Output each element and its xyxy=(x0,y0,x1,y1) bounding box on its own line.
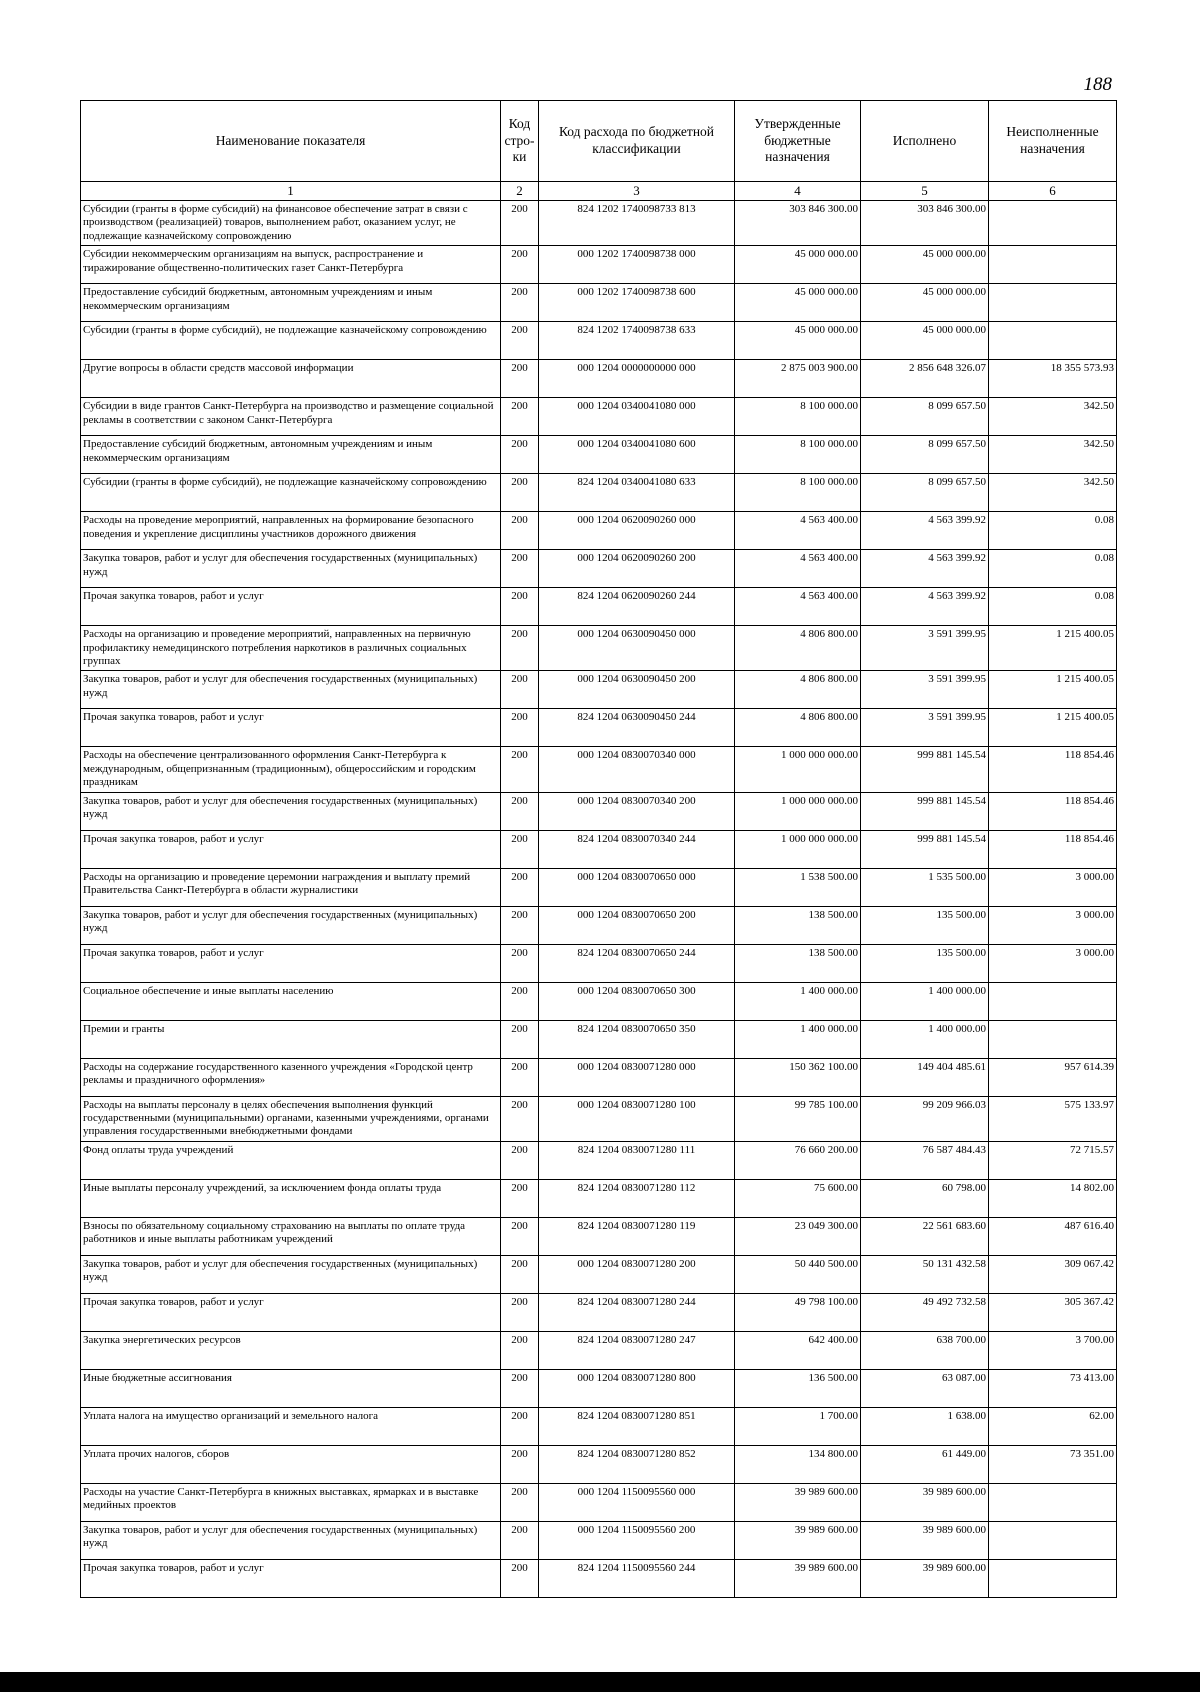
row-name: Субсидии некоммерческим организациям на выпуск, распространение и тиражирование общественно-политических газет Санкт-Петербурга xyxy=(81,246,501,284)
table-row xyxy=(81,1521,1117,1559)
table-row xyxy=(81,1141,1117,1179)
table-row xyxy=(81,709,1117,747)
row-unexecuted: 305 367.42 xyxy=(989,1293,1117,1331)
row-unexecuted: 3 000.00 xyxy=(989,944,1117,982)
row-approved: 1 000 000 000.00 xyxy=(735,792,861,830)
row-code: 200 xyxy=(501,1217,539,1255)
row-classification: 824 1204 0830071280 247 xyxy=(539,1331,735,1369)
row-classification: 824 1204 0630090450 244 xyxy=(539,709,735,747)
row-code: 200 xyxy=(501,436,539,474)
row-approved: 138 500.00 xyxy=(735,944,861,982)
row-classification: 000 1204 0630090450 000 xyxy=(539,626,735,671)
row-name: Прочая закупка товаров, работ и услуг xyxy=(81,588,501,626)
row-unexecuted: 3 700.00 xyxy=(989,1331,1117,1369)
table-row xyxy=(81,1293,1117,1331)
row-classification: 824 1204 0830071280 111 xyxy=(539,1141,735,1179)
row-unexecuted: 72 715.57 xyxy=(989,1141,1117,1179)
row-classification: 000 1204 0620090260 200 xyxy=(539,550,735,588)
row-unexecuted: 118 854.46 xyxy=(989,830,1117,868)
row-name: Субсидии (гранты в форме субсидий), не подлежащие казначейскому сопровождению xyxy=(81,474,501,512)
row-unexecuted: 3 000.00 xyxy=(989,868,1117,906)
row-classification: 824 1204 0620090260 244 xyxy=(539,588,735,626)
row-unexecuted: 118 854.46 xyxy=(989,792,1117,830)
row-name: Прочая закупка товаров, работ и услуг xyxy=(81,944,501,982)
row-executed: 3 591 399.95 xyxy=(861,626,989,671)
row-approved: 75 600.00 xyxy=(735,1179,861,1217)
row-unexecuted xyxy=(989,1521,1117,1559)
row-classification: 000 1204 1150095560 200 xyxy=(539,1521,735,1559)
row-code: 200 xyxy=(501,474,539,512)
row-approved: 150 362 100.00 xyxy=(735,1058,861,1096)
row-name: Иные бюджетные ассигнования xyxy=(81,1369,501,1407)
row-code: 200 xyxy=(501,322,539,360)
row-unexecuted: 1 215 400.05 xyxy=(989,626,1117,671)
row-code: 200 xyxy=(501,906,539,944)
row-name: Закупка энергетических ресурсов xyxy=(81,1331,501,1369)
table-row xyxy=(81,246,1117,284)
row-executed: 303 846 300.00 xyxy=(861,201,989,246)
row-name: Закупка товаров, работ и услуг для обеспечения государственных (муниципальных) нужд xyxy=(81,792,501,830)
row-code: 200 xyxy=(501,246,539,284)
table-row xyxy=(81,474,1117,512)
table-row xyxy=(81,1559,1117,1597)
row-classification: 824 1204 0830071280 851 xyxy=(539,1407,735,1445)
row-name: Субсидии (гранты в форме субсидий) на финансовое обеспечение затрат в связи с производством (реализацией) товаров, выполнением работ, оказанием услуг, не подлежащие казначейскому сопровождению xyxy=(81,201,501,246)
header-executed: Исполнено xyxy=(861,101,989,182)
header-approved: Утвержденные бюджетные назначения xyxy=(735,101,861,182)
row-classification: 000 1204 0830070650 000 xyxy=(539,868,735,906)
row-name: Закупка товаров, работ и услуг для обеспечения государственных (муниципальных) нужд xyxy=(81,1521,501,1559)
table-row xyxy=(81,747,1117,792)
row-unexecuted: 0.08 xyxy=(989,512,1117,550)
row-name: Уплата прочих налогов, сборов xyxy=(81,1445,501,1483)
row-classification: 824 1204 0340041080 633 xyxy=(539,474,735,512)
row-classification: 000 1204 0340041080 000 xyxy=(539,398,735,436)
row-approved: 39 989 600.00 xyxy=(735,1559,861,1597)
table-row xyxy=(81,1255,1117,1293)
row-name: Прочая закупка товаров, работ и услуг xyxy=(81,1293,501,1331)
row-code: 200 xyxy=(501,671,539,709)
row-approved: 303 846 300.00 xyxy=(735,201,861,246)
column-number: 1 xyxy=(81,182,501,201)
table-row xyxy=(81,1217,1117,1255)
row-approved: 45 000 000.00 xyxy=(735,284,861,322)
row-code: 200 xyxy=(501,944,539,982)
header-unexecuted: Неисполненные назначения xyxy=(989,101,1117,182)
row-unexecuted xyxy=(989,1483,1117,1521)
row-executed: 638 700.00 xyxy=(861,1331,989,1369)
row-code: 200 xyxy=(501,1293,539,1331)
row-unexecuted xyxy=(989,982,1117,1020)
row-approved: 1 538 500.00 xyxy=(735,868,861,906)
row-executed: 45 000 000.00 xyxy=(861,284,989,322)
row-classification: 824 1204 0830071280 852 xyxy=(539,1445,735,1483)
row-approved: 39 989 600.00 xyxy=(735,1521,861,1559)
row-classification: 000 1204 0830071280 200 xyxy=(539,1255,735,1293)
row-classification: 000 1204 1150095560 000 xyxy=(539,1483,735,1521)
row-code: 200 xyxy=(501,1141,539,1179)
row-code: 200 xyxy=(501,588,539,626)
row-code: 200 xyxy=(501,830,539,868)
row-unexecuted: 3 000.00 xyxy=(989,906,1117,944)
row-code: 200 xyxy=(501,1369,539,1407)
row-name: Предоставление субсидий бюджетным, автономным учреждениям и иным некоммерческим организациям xyxy=(81,284,501,322)
row-executed: 60 798.00 xyxy=(861,1179,989,1217)
row-unexecuted: 957 614.39 xyxy=(989,1058,1117,1096)
row-executed: 99 209 966.03 xyxy=(861,1096,989,1141)
row-code: 200 xyxy=(501,1559,539,1597)
row-approved: 8 100 000.00 xyxy=(735,398,861,436)
row-executed: 39 989 600.00 xyxy=(861,1559,989,1597)
column-number-row xyxy=(81,182,1117,201)
row-unexecuted: 342.50 xyxy=(989,398,1117,436)
table-row xyxy=(81,944,1117,982)
row-name: Фонд оплаты труда учреждений xyxy=(81,1141,501,1179)
row-unexecuted: 73 351.00 xyxy=(989,1445,1117,1483)
row-name: Другие вопросы в области средств массовой информации xyxy=(81,360,501,398)
table-row xyxy=(81,1445,1117,1483)
table-row xyxy=(81,1331,1117,1369)
row-approved: 39 989 600.00 xyxy=(735,1483,861,1521)
row-unexecuted xyxy=(989,201,1117,246)
row-code: 200 xyxy=(501,512,539,550)
row-classification: 000 1204 0830071280 800 xyxy=(539,1369,735,1407)
row-executed: 3 591 399.95 xyxy=(861,671,989,709)
row-executed: 135 500.00 xyxy=(861,944,989,982)
row-classification: 000 1204 0830070340 000 xyxy=(539,747,735,792)
row-classification: 824 1202 1740098738 633 xyxy=(539,322,735,360)
row-approved: 99 785 100.00 xyxy=(735,1096,861,1141)
row-name: Социальное обеспечение и иные выплаты населению xyxy=(81,982,501,1020)
row-name: Расходы на участие Санкт-Петербурга в книжных выставках, ярмарках и в выставке медийных проектов xyxy=(81,1483,501,1521)
row-code: 200 xyxy=(501,1020,539,1058)
table-row xyxy=(81,398,1117,436)
row-executed: 3 591 399.95 xyxy=(861,709,989,747)
row-code: 200 xyxy=(501,792,539,830)
row-classification: 824 1204 0830071280 112 xyxy=(539,1179,735,1217)
row-classification: 824 1204 0830070650 244 xyxy=(539,944,735,982)
column-number: 4 xyxy=(735,182,861,201)
row-executed: 45 000 000.00 xyxy=(861,322,989,360)
row-approved: 642 400.00 xyxy=(735,1331,861,1369)
row-executed: 999 881 145.54 xyxy=(861,747,989,792)
row-code: 200 xyxy=(501,1096,539,1141)
row-name: Премии и гранты xyxy=(81,1020,501,1058)
table-row xyxy=(81,671,1117,709)
row-unexecuted: 1 215 400.05 xyxy=(989,709,1117,747)
header-classification: Код расхода по бюджетной классификации xyxy=(539,101,735,182)
row-code: 200 xyxy=(501,398,539,436)
row-classification: 824 1204 0830070340 244 xyxy=(539,830,735,868)
row-code: 200 xyxy=(501,1179,539,1217)
row-executed: 1 535 500.00 xyxy=(861,868,989,906)
row-approved: 8 100 000.00 xyxy=(735,474,861,512)
table-row xyxy=(81,201,1117,246)
table-row xyxy=(81,626,1117,671)
row-name: Расходы на выплаты персоналу в целях обеспечения выполнения функций государственными (муниципальными) органами, казенными учреждениями, органами управления государственными внебюджетными фондами xyxy=(81,1096,501,1141)
row-classification: 000 1204 0830071280 100 xyxy=(539,1096,735,1141)
row-code: 200 xyxy=(501,550,539,588)
row-approved: 1 700.00 xyxy=(735,1407,861,1445)
row-unexecuted: 575 133.97 xyxy=(989,1096,1117,1141)
row-classification: 824 1204 0830071280 244 xyxy=(539,1293,735,1331)
row-unexecuted xyxy=(989,322,1117,360)
row-name: Расходы на обеспечение централизованного оформления Санкт-Петербурга к международным, общепризнанным (традиционным), общероссийским и городским праздникам xyxy=(81,747,501,792)
table-row xyxy=(81,436,1117,474)
row-classification: 824 1204 0830070650 350 xyxy=(539,1020,735,1058)
row-code: 200 xyxy=(501,626,539,671)
row-executed: 1 638.00 xyxy=(861,1407,989,1445)
row-code: 200 xyxy=(501,1445,539,1483)
row-approved: 45 000 000.00 xyxy=(735,322,861,360)
table-row xyxy=(81,906,1117,944)
row-unexecuted: 1 215 400.05 xyxy=(989,671,1117,709)
row-executed: 1 400 000.00 xyxy=(861,1020,989,1058)
row-code: 200 xyxy=(501,982,539,1020)
table-row xyxy=(81,982,1117,1020)
table-row xyxy=(81,1058,1117,1096)
column-number: 3 xyxy=(539,182,735,201)
header-name: Наименование показателя xyxy=(81,101,501,182)
row-name: Предоставление субсидий бюджетным, автономным учреждениям и иным некоммерческим организациям xyxy=(81,436,501,474)
table-row xyxy=(81,868,1117,906)
row-code: 200 xyxy=(501,201,539,246)
table-row xyxy=(81,550,1117,588)
row-name: Прочая закупка товаров, работ и услуг xyxy=(81,830,501,868)
row-approved: 45 000 000.00 xyxy=(735,246,861,284)
row-unexecuted: 0.08 xyxy=(989,588,1117,626)
budget-execution-table-container xyxy=(80,100,1116,1598)
row-name: Уплата налога на имущество организаций и земельного налога xyxy=(81,1407,501,1445)
row-name: Закупка товаров, работ и услуг для обеспечения государственных (муниципальных) нужд xyxy=(81,550,501,588)
column-number: 2 xyxy=(501,182,539,201)
row-executed: 50 131 432.58 xyxy=(861,1255,989,1293)
row-executed: 45 000 000.00 xyxy=(861,246,989,284)
row-executed: 8 099 657.50 xyxy=(861,398,989,436)
row-name: Расходы на организацию и проведение церемонии награждения и выплату премий Правительства Санкт-Петербурга в области журналистики xyxy=(81,868,501,906)
row-unexecuted xyxy=(989,284,1117,322)
column-number: 5 xyxy=(861,182,989,201)
budget-execution-table xyxy=(80,100,1117,1598)
row-classification: 000 1202 1740098738 000 xyxy=(539,246,735,284)
row-executed: 49 492 732.58 xyxy=(861,1293,989,1331)
row-classification: 000 1204 0830070340 200 xyxy=(539,792,735,830)
row-name: Расходы на проведение мероприятий, направленных на формирование безопасного поведения и укрепление дисциплины участников дорожного движения xyxy=(81,512,501,550)
row-executed: 4 563 399.92 xyxy=(861,512,989,550)
row-executed: 8 099 657.50 xyxy=(861,436,989,474)
row-unexecuted: 342.50 xyxy=(989,436,1117,474)
table-row xyxy=(81,1483,1117,1521)
row-executed: 1 400 000.00 xyxy=(861,982,989,1020)
row-name: Закупка товаров, работ и услуг для обеспечения государственных (муниципальных) нужд xyxy=(81,671,501,709)
row-approved: 50 440 500.00 xyxy=(735,1255,861,1293)
table-row xyxy=(81,588,1117,626)
header-row xyxy=(81,101,1117,182)
row-unexecuted: 62.00 xyxy=(989,1407,1117,1445)
row-unexecuted: 309 067.42 xyxy=(989,1255,1117,1293)
row-approved: 136 500.00 xyxy=(735,1369,861,1407)
table-row xyxy=(81,1369,1117,1407)
table-row xyxy=(81,792,1117,830)
page-number: 188 xyxy=(1083,74,1112,95)
table-row xyxy=(81,360,1117,398)
row-approved: 49 798 100.00 xyxy=(735,1293,861,1331)
table-row xyxy=(81,322,1117,360)
row-unexecuted: 18 355 573.93 xyxy=(989,360,1117,398)
row-executed: 76 587 484.43 xyxy=(861,1141,989,1179)
row-unexecuted: 118 854.46 xyxy=(989,747,1117,792)
row-code: 200 xyxy=(501,360,539,398)
row-executed: 135 500.00 xyxy=(861,906,989,944)
row-executed: 61 449.00 xyxy=(861,1445,989,1483)
row-classification: 000 1204 0620090260 000 xyxy=(539,512,735,550)
row-classification: 000 1204 0830071280 000 xyxy=(539,1058,735,1096)
row-approved: 4 563 400.00 xyxy=(735,588,861,626)
row-unexecuted xyxy=(989,246,1117,284)
row-classification: 824 1204 0830071280 119 xyxy=(539,1217,735,1255)
row-executed: 8 099 657.50 xyxy=(861,474,989,512)
table-row xyxy=(81,1179,1117,1217)
column-number: 6 xyxy=(989,182,1117,201)
row-executed: 39 989 600.00 xyxy=(861,1521,989,1559)
row-classification: 824 1202 1740098733 813 xyxy=(539,201,735,246)
row-executed: 999 881 145.54 xyxy=(861,792,989,830)
row-unexecuted: 487 616.40 xyxy=(989,1217,1117,1255)
table-row xyxy=(81,1096,1117,1141)
row-code: 200 xyxy=(501,1407,539,1445)
table-row xyxy=(81,830,1117,868)
row-name: Иные выплаты персоналу учреждений, за исключением фонда оплаты труда xyxy=(81,1179,501,1217)
row-code: 200 xyxy=(501,868,539,906)
row-executed: 999 881 145.54 xyxy=(861,830,989,868)
row-approved: 138 500.00 xyxy=(735,906,861,944)
row-code: 200 xyxy=(501,1483,539,1521)
row-executed: 149 404 485.61 xyxy=(861,1058,989,1096)
row-approved: 23 049 300.00 xyxy=(735,1217,861,1255)
table-row xyxy=(81,284,1117,322)
table-row xyxy=(81,1407,1117,1445)
row-approved: 4 563 400.00 xyxy=(735,512,861,550)
row-approved: 8 100 000.00 xyxy=(735,436,861,474)
row-classification: 000 1202 1740098738 600 xyxy=(539,284,735,322)
row-name: Взносы по обязательному социальному страхованию на выплаты по оплате труда работников и иные выплаты работникам учреждений xyxy=(81,1217,501,1255)
row-code: 200 xyxy=(501,1521,539,1559)
row-unexecuted: 0.08 xyxy=(989,550,1117,588)
row-code: 200 xyxy=(501,284,539,322)
row-name: Прочая закупка товаров, работ и услуг xyxy=(81,1559,501,1597)
row-approved: 1 400 000.00 xyxy=(735,1020,861,1058)
row-executed: 22 561 683.60 xyxy=(861,1217,989,1255)
row-classification: 000 1204 0830070650 300 xyxy=(539,982,735,1020)
table-row xyxy=(81,512,1117,550)
row-executed: 4 563 399.92 xyxy=(861,588,989,626)
row-classification: 000 1204 0000000000 000 xyxy=(539,360,735,398)
row-name: Расходы на организацию и проведение мероприятий, направленных на первичную профилактику немедицинского потребления наркотиков в различных социальных группах xyxy=(81,626,501,671)
row-approved: 4 806 800.00 xyxy=(735,626,861,671)
row-name: Субсидии в виде грантов Санкт-Петербурга на производство и размещение социальной рекламы в соответствии с законом Санкт-Петербурга xyxy=(81,398,501,436)
row-code: 200 xyxy=(501,1255,539,1293)
row-approved: 4 806 800.00 xyxy=(735,671,861,709)
row-code: 200 xyxy=(501,709,539,747)
row-name: Закупка товаров, работ и услуг для обеспечения государственных (муниципальных) нужд xyxy=(81,1255,501,1293)
row-approved: 1 400 000.00 xyxy=(735,982,861,1020)
row-approved: 4 806 800.00 xyxy=(735,709,861,747)
row-classification: 000 1204 0630090450 200 xyxy=(539,671,735,709)
header-code: Код стро-ки xyxy=(501,101,539,182)
row-unexecuted xyxy=(989,1559,1117,1597)
row-executed: 4 563 399.92 xyxy=(861,550,989,588)
row-approved: 2 875 003 900.00 xyxy=(735,360,861,398)
row-code: 200 xyxy=(501,747,539,792)
row-approved: 76 660 200.00 xyxy=(735,1141,861,1179)
row-name: Закупка товаров, работ и услуг для обеспечения государственных (муниципальных) нужд xyxy=(81,906,501,944)
scan-bottom-edge xyxy=(0,1672,1200,1692)
row-unexecuted xyxy=(989,1020,1117,1058)
row-name: Прочая закупка товаров, работ и услуг xyxy=(81,709,501,747)
row-classification: 824 1204 1150095560 244 xyxy=(539,1559,735,1597)
row-executed: 63 087.00 xyxy=(861,1369,989,1407)
row-executed: 39 989 600.00 xyxy=(861,1483,989,1521)
row-unexecuted: 14 802.00 xyxy=(989,1179,1117,1217)
row-approved: 1 000 000 000.00 xyxy=(735,830,861,868)
row-code: 200 xyxy=(501,1331,539,1369)
row-unexecuted: 342.50 xyxy=(989,474,1117,512)
row-approved: 1 000 000 000.00 xyxy=(735,747,861,792)
row-code: 200 xyxy=(501,1058,539,1096)
row-classification: 000 1204 0340041080 600 xyxy=(539,436,735,474)
row-approved: 134 800.00 xyxy=(735,1445,861,1483)
row-executed: 2 856 648 326.07 xyxy=(861,360,989,398)
row-classification: 000 1204 0830070650 200 xyxy=(539,906,735,944)
row-name: Субсидии (гранты в форме субсидий), не подлежащие казначейскому сопровождению xyxy=(81,322,501,360)
row-approved: 4 563 400.00 xyxy=(735,550,861,588)
row-unexecuted: 73 413.00 xyxy=(989,1369,1117,1407)
table-row xyxy=(81,1020,1117,1058)
row-name: Расходы на содержание государственного казенного учреждения «Городской центр рекламы и праздничного оформления» xyxy=(81,1058,501,1096)
